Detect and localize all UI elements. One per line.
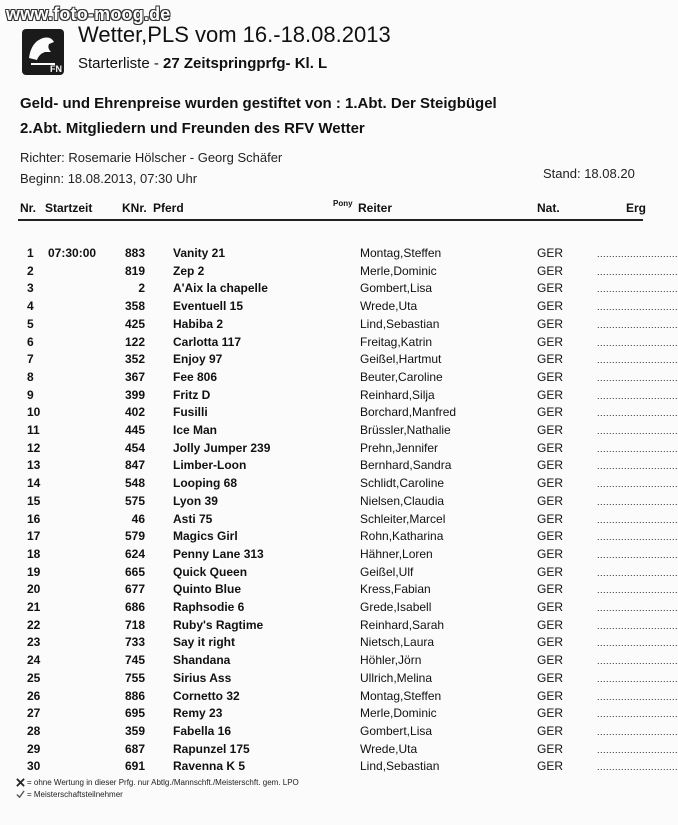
row-knr: 575 [124, 494, 145, 508]
row-horse: Ruby's Ragtime [173, 618, 264, 632]
table-row [0, 600, 678, 617]
row-nr: 22 [27, 618, 41, 632]
row-horse: Lyon 39 [173, 494, 218, 508]
table-row [0, 281, 678, 298]
header-startzeit: Startzeit [45, 201, 93, 215]
row-horse: Quinto Blue [173, 582, 241, 596]
row-nat: GER [537, 299, 564, 313]
row-rider: Geißel,Hartmut [360, 352, 442, 366]
row-result-dots: ........................... [597, 656, 678, 666]
judges: Richter: Rosemarie Hölscher - Georg Schäfer [20, 150, 283, 165]
row-horse: Fabella 16 [173, 724, 232, 738]
row-rider: Reinhard,Sarah [360, 618, 445, 632]
row-rider: Lind,Sebastian [360, 317, 440, 331]
row-rider: Reinhard,Silja [360, 388, 435, 402]
row-rider: Prehn,Jennifer [360, 441, 439, 455]
header-ergebnis: Erg [626, 201, 647, 215]
row-nat: GER [537, 724, 564, 738]
row-rider: Rohn,Katharina [360, 529, 444, 543]
legend-no-rating: = ohne Wertung in dieser Prfg. nur Abtlg./Mannschft./Meisterschft. gem. LPO [27, 778, 299, 787]
table-row [0, 335, 678, 352]
row-nr: 13 [27, 458, 41, 472]
row-nat: GER [537, 742, 564, 756]
row-nr: 1 [27, 246, 34, 260]
row-horse: Ravenna K 5 [173, 759, 246, 773]
row-nr: 20 [27, 582, 41, 596]
sponsor-line-1: Geld- und Ehrenpreise wurden gestiftet von : 1.Abt. Der Steigbügel [20, 95, 497, 112]
row-nr: 11 [27, 423, 40, 437]
row-startzeit: 07:30:00 [48, 246, 97, 260]
watermark: www.foto-moog.de [6, 4, 171, 24]
row-horse: Asti 75 [173, 512, 213, 526]
row-result-dots: ........................... [597, 320, 678, 330]
row-result-dots: ........................... [597, 479, 678, 489]
row-result-dots: ........................... [597, 532, 678, 542]
table-row [0, 317, 678, 334]
row-horse: Looping 68 [173, 476, 237, 490]
row-nr: 7 [27, 352, 34, 366]
row-horse: Jolly Jumper 239 [173, 441, 271, 455]
row-knr: 579 [124, 529, 145, 543]
table-row [0, 423, 678, 440]
row-nat: GER [537, 635, 564, 649]
row-rider: Bernhard,Sandra [360, 458, 452, 472]
row-knr: 755 [124, 671, 145, 685]
table-row [0, 671, 678, 688]
row-rider: Gombert,Lisa [360, 724, 433, 738]
row-nr: 9 [27, 388, 34, 402]
row-result-dots: ........................... [597, 426, 678, 436]
row-rider: Geißel,Ulf [360, 565, 414, 579]
row-nr: 28 [27, 724, 41, 738]
row-rider: Nielsen,Claudia [360, 494, 445, 508]
table-row [0, 512, 678, 529]
row-nat: GER [537, 582, 564, 596]
row-horse: Fusilli [173, 405, 208, 419]
page-title: Wetter,PLS vom 16.-18.08.2013 [78, 22, 391, 47]
row-nr: 10 [27, 405, 41, 419]
row-result-dots: ........................... [597, 621, 678, 631]
row-nr: 2 [27, 264, 34, 278]
row-knr: 665 [124, 565, 145, 579]
x-icon [16, 778, 25, 787]
row-nat: GER [537, 352, 564, 366]
row-result-dots: ........................... [597, 745, 678, 755]
table-row [0, 388, 678, 405]
table-row [0, 689, 678, 706]
row-knr: 2 [138, 281, 145, 295]
row-result-dots: ........................... [597, 391, 678, 401]
row-knr: 733 [124, 635, 145, 649]
row-rider: Schleiter,Marcel [360, 512, 446, 526]
row-result-dots: ........................... [597, 585, 678, 595]
row-rider: Beuter,Caroline [360, 370, 443, 384]
row-rider: Merle,Dominic [360, 706, 437, 720]
row-knr: 352 [124, 352, 145, 366]
table-row [0, 494, 678, 511]
row-nat: GER [537, 759, 564, 773]
row-horse: Shandana [173, 653, 231, 667]
row-rider: Freitag,Katrin [360, 335, 433, 349]
row-rider: Kress,Fabian [360, 582, 431, 596]
row-nat: GER [537, 405, 564, 419]
row-horse: Fritz D [173, 388, 211, 402]
table-row [0, 299, 678, 316]
row-horse: A'Aix la chapelle [173, 281, 268, 295]
table-row [0, 635, 678, 652]
table-row [0, 458, 678, 475]
header-rule [18, 219, 643, 221]
row-rider: Höhler,Jörn [360, 653, 422, 667]
row-nr: 17 [27, 529, 41, 543]
header-nr: Nr. [20, 201, 37, 215]
table-row [0, 582, 678, 599]
row-nr: 19 [27, 565, 41, 579]
row-nat: GER [537, 689, 564, 703]
row-nat: GER [537, 458, 564, 472]
row-result-dots: ........................... [597, 674, 678, 684]
row-result-dots: ........................... [597, 727, 678, 737]
row-knr: 46 [131, 512, 145, 526]
row-nat: GER [537, 494, 564, 508]
row-nr: 25 [27, 671, 41, 685]
row-nr: 18 [27, 547, 41, 561]
row-horse: Ice Man [173, 423, 218, 437]
row-result-dots: ........................... [597, 302, 678, 312]
row-knr: 624 [124, 547, 145, 561]
header-pony: Pony [333, 199, 353, 208]
row-nr: 21 [27, 600, 41, 614]
row-nr: 3 [27, 281, 34, 295]
sponsor-line-2: 2.Abt. Mitgliedern und Freunden des RFV Wetter [20, 120, 365, 137]
row-nat: GER [537, 335, 564, 349]
stand-date: Stand: 18.08.20 [543, 166, 635, 181]
row-rider: Borchard,Manfred [360, 405, 457, 419]
row-horse: Habiba 2 [173, 317, 224, 331]
table-row [0, 618, 678, 635]
legend-championship: = Meisterschaftsteilnehmer [27, 790, 123, 799]
row-knr: 548 [124, 476, 145, 490]
logo-text: FN [50, 64, 62, 74]
table-row [0, 724, 678, 741]
row-knr: 883 [124, 246, 145, 260]
row-nat: GER [537, 706, 564, 720]
row-rider: Lind,Sebastian [360, 759, 440, 773]
subtitle [78, 55, 327, 72]
row-knr: 886 [124, 689, 145, 703]
row-rider: Hähner,Loren [360, 547, 433, 561]
row-rider: Brüssler,Nathalie [360, 423, 451, 437]
row-rider: Ullrich,Melina [360, 671, 433, 685]
row-knr: 399 [124, 388, 145, 402]
table-row [0, 565, 678, 582]
check-icon [16, 790, 25, 799]
row-nat: GER [537, 246, 564, 260]
row-result-dots: ........................... [597, 461, 678, 471]
table-row [0, 706, 678, 723]
header-reiter: Reiter [358, 201, 393, 215]
row-rider: Montag,Steffen [360, 689, 442, 703]
row-rider: Gombert,Lisa [360, 281, 433, 295]
row-horse: Carlotta 117 [173, 335, 242, 349]
row-knr: 677 [124, 582, 145, 596]
row-nr: 4 [27, 299, 34, 313]
row-knr: 122 [124, 335, 145, 349]
row-nr: 27 [27, 706, 41, 720]
row-result-dots: ........................... [597, 638, 678, 648]
row-nat: GER [537, 388, 564, 402]
row-horse: Vanity 21 [173, 246, 226, 260]
row-knr: 695 [124, 706, 145, 720]
table-row [0, 352, 678, 369]
row-nat: GER [537, 671, 564, 685]
row-nat: GER [537, 565, 564, 579]
row-result-dots: ........................... [597, 444, 678, 454]
row-nr: 15 [27, 494, 41, 508]
row-knr: 686 [124, 600, 145, 614]
row-rider: Merle,Dominic [360, 264, 437, 278]
row-nat: GER [537, 317, 564, 331]
begin-time: Beginn: 18.08.2013, 07:30 Uhr [20, 171, 198, 186]
row-nat: GER [537, 600, 564, 614]
row-result-dots: ........................... [597, 338, 678, 348]
row-horse: Sirius Ass [173, 671, 232, 685]
row-horse: Rapunzel 175 [173, 742, 250, 756]
row-result-dots: ........................... [597, 709, 678, 719]
row-nr: 8 [27, 370, 34, 384]
row-result-dots: ........................... [597, 692, 678, 702]
row-nr: 30 [27, 759, 41, 773]
row-knr: 691 [124, 759, 145, 773]
row-rider: Montag,Steffen [360, 246, 442, 260]
row-rider: Schlidt,Caroline [360, 476, 445, 490]
row-knr: 718 [124, 618, 145, 632]
row-horse: Remy 23 [173, 706, 223, 720]
row-knr: 847 [124, 458, 145, 472]
row-knr: 402 [124, 405, 145, 419]
row-knr: 819 [124, 264, 145, 278]
row-result-dots: ........................... [597, 284, 678, 294]
row-nr: 6 [27, 335, 34, 349]
row-knr: 358 [124, 299, 145, 313]
row-result-dots: ........................... [597, 497, 678, 507]
row-nat: GER [537, 370, 564, 384]
row-knr: 425 [124, 317, 145, 331]
row-horse: Fee 806 [173, 370, 218, 384]
row-horse: Limber-Loon [173, 458, 247, 472]
row-nr: 29 [27, 742, 41, 756]
header-knr: KNr. [122, 201, 147, 215]
table-row [0, 759, 678, 776]
row-knr: 367 [124, 370, 145, 384]
row-result-dots: ........................... [597, 603, 678, 613]
row-nat: GER [537, 512, 564, 526]
table-row [0, 742, 678, 759]
table-row [0, 547, 678, 564]
row-horse: Magics Girl [173, 529, 238, 543]
row-nat: GER [537, 423, 564, 437]
header-nat: Nat. [537, 201, 560, 215]
subtitle-prefix: Starterliste - [78, 55, 164, 72]
row-horse: Enjoy 97 [173, 352, 223, 366]
header-pferd: Pferd [153, 201, 184, 215]
row-nr: 5 [27, 317, 34, 331]
table-row [0, 529, 678, 546]
row-result-dots: ........................... [597, 355, 678, 365]
row-nat: GER [537, 618, 564, 632]
row-result-dots: ........................... [597, 267, 678, 277]
row-nr: 12 [27, 441, 41, 455]
row-nat: GER [537, 476, 564, 490]
table-row [0, 653, 678, 670]
row-result-dots: ........................... [597, 515, 678, 525]
row-nr: 16 [27, 512, 41, 526]
table-row [0, 405, 678, 422]
row-result-dots: ........................... [597, 762, 678, 772]
row-horse: Cornetto 32 [173, 689, 240, 703]
row-nat: GER [537, 653, 564, 667]
row-result-dots: ........................... [597, 550, 678, 560]
row-rider: Grede,Isabell [360, 600, 432, 614]
table-row [0, 441, 678, 458]
table-row [0, 370, 678, 387]
row-result-dots: ........................... [597, 373, 678, 383]
row-horse: Raphsodie 6 [173, 600, 245, 614]
row-result-dots: ........................... [597, 408, 678, 418]
row-knr: 454 [124, 441, 145, 455]
table-row [0, 476, 678, 493]
row-result-dots: ........................... [597, 249, 678, 259]
row-nr: 24 [27, 653, 41, 667]
row-nr: 23 [27, 635, 41, 649]
row-knr: 745 [124, 653, 145, 667]
row-result-dots: ........................... [597, 568, 678, 578]
row-nr: 14 [27, 476, 41, 490]
row-rider: Nietsch,Laura [360, 635, 435, 649]
fn-logo-icon [21, 28, 65, 76]
table-row [0, 264, 678, 281]
row-horse: Say it right [173, 635, 236, 649]
row-nat: GER [537, 441, 564, 455]
row-knr: 359 [124, 724, 145, 738]
table-row [0, 246, 678, 263]
row-horse: Penny Lane 313 [173, 547, 264, 561]
row-knr: 445 [124, 423, 145, 437]
row-nat: GER [537, 529, 564, 543]
row-horse: Eventuell 15 [173, 299, 244, 313]
row-nat: GER [537, 281, 564, 295]
row-nat: GER [537, 547, 564, 561]
competition-name: 27 Zeitspringprfg- Kl. L [163, 55, 328, 72]
row-rider: Wrede,Uta [360, 742, 418, 756]
row-horse: Zep 2 [173, 264, 205, 278]
row-nr: 26 [27, 689, 41, 703]
row-rider: Wrede,Uta [360, 299, 418, 313]
row-nat: GER [537, 264, 564, 278]
row-knr: 687 [124, 742, 145, 756]
row-horse: Quick Queen [173, 565, 248, 579]
